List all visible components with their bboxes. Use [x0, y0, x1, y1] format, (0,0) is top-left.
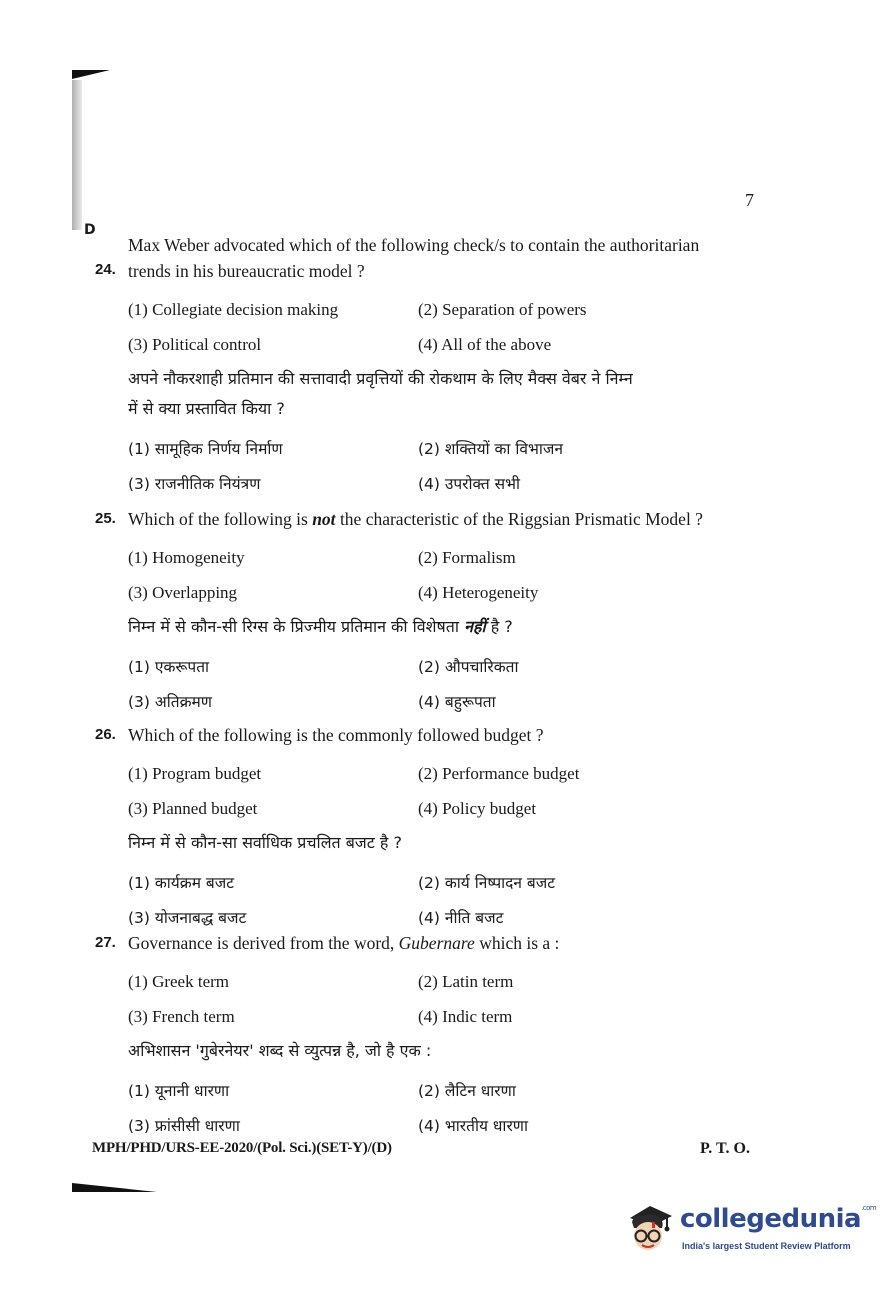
- scan-edge-shadow: [72, 80, 82, 230]
- question-text-hindi: निम्न में से कौन-सा सर्वाधिक प्रचलित बजट है ?: [128, 833, 402, 852]
- term-gubernare: Gubernare: [398, 933, 475, 953]
- option-4: (4) Indic term: [418, 1006, 513, 1026]
- option-3: (3) Political control: [128, 334, 262, 354]
- option-4: (4) Heterogeneity: [418, 582, 539, 602]
- option-3-hi: (3) अतिक्रमण: [128, 692, 212, 711]
- question-text-line2: trends in his bureaucratic model ?: [128, 261, 365, 281]
- question-25: [95, 506, 765, 718]
- question-text-hindi: निम्न में से कौन-सी रिग्स के प्रिज्मीय प्रतिमान की विशेषता नहीं है ?: [128, 617, 513, 636]
- question-text-hindi-line2: में से क्या प्रस्तावित किया ?: [128, 399, 285, 418]
- question-text: Which of the following is the commonly followed budget ?: [128, 725, 544, 745]
- options-en: [128, 964, 765, 1034]
- question-24: [95, 232, 765, 500]
- options-hi: [128, 864, 765, 934]
- question-number: 24.: [95, 261, 116, 278]
- option-3-hi: (3) फ्रांसीसी धारणा: [128, 1116, 240, 1135]
- scan-corner-mark-bottom: [72, 1183, 157, 1192]
- question-number: 26.: [95, 726, 116, 743]
- option-1-hi: (1) यूनानी धारणा: [128, 1081, 230, 1100]
- option-2: (2) Separation of powers: [418, 299, 587, 319]
- option-4: (4) Policy budget: [418, 798, 537, 818]
- question-number: 25.: [95, 510, 116, 527]
- option-1: (1) Greek term: [128, 971, 230, 991]
- option-2: (2) Formalism: [418, 547, 516, 567]
- option-2-hi: (2) औपचारिकता: [418, 657, 519, 676]
- question-text-hindi-line1: अपने नौकरशाही प्रतिमान की सत्तावादी प्रवृत्तियों की रोकथाम के लिए मैक्स वेबर ने निम्न: [128, 369, 633, 388]
- options-hi: [128, 648, 765, 718]
- options-en: [128, 756, 765, 826]
- option-2-hi: (2) लैटिन धारणा: [418, 1081, 516, 1100]
- question-number: 27.: [95, 934, 116, 951]
- mascot-icon: [622, 1200, 678, 1256]
- options-hi: [128, 1072, 765, 1142]
- scan-corner-mark-top: [72, 70, 110, 79]
- paper-code: MPH/PHD/URS-EE-2020/(Pol. Sci.)(SET-Y)/(D): [92, 1140, 392, 1156]
- option-2-hi: (2) कार्य निष्पादन बजट: [418, 873, 556, 892]
- collegedunia-watermark: [622, 1200, 877, 1260]
- page-number: 7: [745, 190, 754, 210]
- option-1: (1) Program budget: [128, 763, 262, 783]
- brand-dotcom: .com: [861, 1204, 877, 1212]
- option-3: (3) Overlapping: [128, 582, 238, 602]
- question-27: [95, 930, 765, 1142]
- set-letter: D: [84, 222, 96, 238]
- option-4-hi: (4) नीति बजट: [418, 908, 504, 927]
- option-3-hi: (3) राजनीतिक नियंत्रण: [128, 474, 261, 493]
- option-1-hi: (1) कार्यक्रम बजट: [128, 873, 235, 892]
- options-en: [128, 292, 765, 362]
- options-hi: [128, 430, 765, 500]
- option-3: (3) French term: [128, 1006, 235, 1026]
- question-text: Governance is derived from the word, Gubernare which is a :: [128, 933, 560, 953]
- emphasis-not: not: [312, 509, 336, 529]
- option-2: (2) Latin term: [418, 971, 514, 991]
- pto-label: P. T. O.: [700, 1140, 750, 1157]
- option-4-hi: (4) भारतीय धारणा: [418, 1116, 529, 1135]
- question-text-line1: Max Weber advocated which of the following check/s to contain the authoritarian: [128, 235, 700, 255]
- option-2: (2) Performance budget: [418, 763, 580, 783]
- option-1: (1) Homogeneity: [128, 547, 245, 567]
- option-2-hi: (2) शक्तियों का विभाजन: [418, 439, 564, 458]
- option-3-hi: (3) योजनाबद्ध बजट: [128, 908, 247, 927]
- options-en: [128, 540, 765, 610]
- question-text: Which of the following is not the characteristic of the Riggsian Prismatic Model ?: [128, 509, 703, 529]
- option-3: (3) Planned budget: [128, 798, 258, 818]
- question-26: [95, 722, 765, 934]
- emphasis-nahin: नहीं: [464, 617, 486, 636]
- brand-name: collegedunia$^{.com}$: [680, 1204, 877, 1234]
- option-1-hi: (1) एकरूपता: [128, 657, 210, 676]
- option-4-hi: (4) उपरोक्त सभी: [418, 474, 520, 493]
- option-4: (4) All of the above: [418, 334, 552, 354]
- question-text-hindi: अभिशासन 'गुबेरनेयर' शब्द से व्युत्पन्न है, जो है एक :: [128, 1041, 432, 1060]
- option-4-hi: (4) बहुरूपता: [418, 692, 496, 711]
- option-1: (1) Collegiate decision making: [128, 299, 339, 319]
- option-1-hi: (1) सामूहिक निर्णय निर्माण: [128, 439, 283, 458]
- brand-tagline: India's largest Student Review Platform: [682, 1241, 851, 1251]
